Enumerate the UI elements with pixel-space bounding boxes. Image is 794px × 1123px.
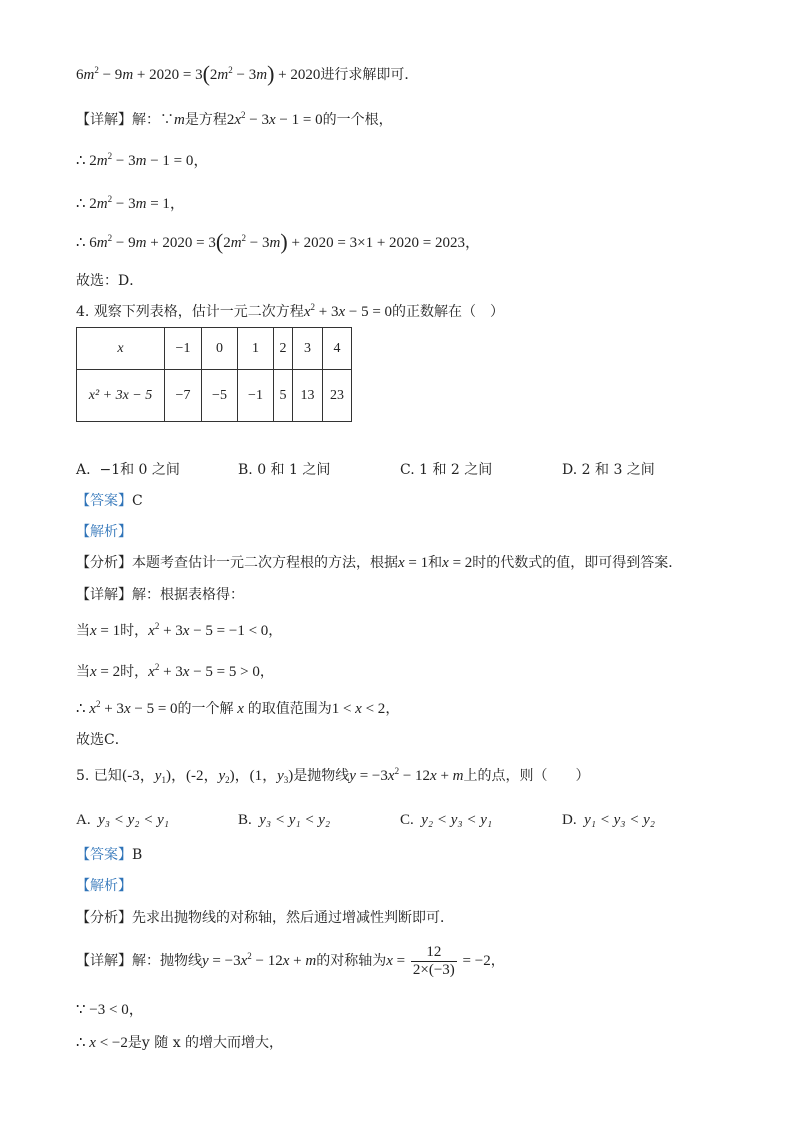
table-cell: 3 <box>293 328 323 370</box>
table-cell: 4 <box>323 328 352 370</box>
table-row <box>77 328 352 370</box>
choose-line-3: 故选：D． <box>76 273 144 289</box>
table-cell: −1 <box>238 370 274 422</box>
answer-4 <box>76 491 143 511</box>
choose-4: 故选C． <box>76 732 129 748</box>
answer-value: C <box>132 493 143 509</box>
q4-option-b: B. 0 和 1 之间 <box>238 462 331 478</box>
table-row <box>77 370 352 422</box>
step-line-5: ∴ $6m^2 - 9m + 2020 = 3(2m^2 - 3m) + 2020 = 3\times 1 + 2020 = 2023$， <box>76 229 481 254</box>
detail-tag: 【详解】 <box>76 587 132 603</box>
step-line-4: ∴ $2m^2 - 3m = 1$， <box>76 194 185 212</box>
table-cell: 0 <box>202 328 238 370</box>
q5-text-c: 上的点，则（ ） <box>463 768 590 784</box>
detail-line-root: 【详解】解：∵m是方程$2x^2 - 3x - 1 = 0$的一个根， <box>76 110 393 128</box>
q4-option-d: D. 2 和 3 之间 <box>562 462 655 478</box>
q4-option-c: C. 1 和 2 之间 <box>400 462 493 478</box>
when-x-2: 当x = 2时，$x^2 + 3x - 5 = 5 > 0$， <box>76 662 274 680</box>
detail-text-b: 是方程 <box>184 112 227 128</box>
because-line: ∵ −3 < 0， <box>76 1002 144 1018</box>
table-header-x: x <box>77 328 165 370</box>
table-header-expr: x² + 3x − 5 <box>77 370 165 422</box>
question-4: 4. 观察下列表格，估计一元二次方程$x^2 + 3x - 5 = 0$的正数解在（ ） <box>76 302 505 320</box>
analysis-tag-5: 【解析】 <box>76 878 132 894</box>
q4-text-a: 4. 观察下列表格，估计一元二次方程 <box>76 304 304 320</box>
fenxi-text-b: 和 <box>428 555 443 571</box>
table-cell: −7 <box>165 370 202 422</box>
q4-text-b: 的正数解在（ ） <box>392 304 505 320</box>
answer-value: B <box>132 847 143 863</box>
detail-4 <box>76 585 244 605</box>
answer-tag: 【答案】 <box>76 847 132 863</box>
q5-option-b: B. y₃ < y₁ < y₂ <box>238 812 331 828</box>
q5-option-a: A. y₃ < y₂ < y₁ <box>76 812 169 828</box>
table-cell: 5 <box>274 370 293 422</box>
detail-tag: 【详解】 <box>76 953 132 969</box>
table-cell: −1 <box>165 328 202 370</box>
q5-option-d: D. y₁ < y₃ < y₂ <box>562 812 655 828</box>
detail-text: 解：根据表格得： <box>132 587 244 603</box>
therefore-range: ∴ $x^2 + 3x - 5 = 0$的一个解 x 的取值范围为1 < x < 2， <box>76 699 400 717</box>
analysis-tag-4: 【解析】 <box>76 524 132 540</box>
answer-tag: 【答案】 <box>76 493 132 509</box>
step-line-3: ∴ $2m^2 - 3m - 1 = 0$， <box>76 151 209 169</box>
formula-line-1: $6m^2 - 9m + 2020 = 3(2m^2 - 3m) + 2020$进行求解即可． <box>76 61 419 86</box>
last-line: ∴ x < −2是y 随 x 的增大而增大， <box>76 1035 284 1051</box>
table-cell: −5 <box>202 370 238 422</box>
fenxi-text-c: 时的代数式的值，即可得到答案． <box>472 555 683 571</box>
value-table <box>76 327 352 422</box>
detail-tag: 【详解】 <box>76 112 132 128</box>
fraction: $\frac{12}{2\times(-3)}$ <box>412 943 455 978</box>
q5-option-c: C. y₂ < y₃ < y₁ <box>400 812 493 828</box>
table-cell: 1 <box>238 328 274 370</box>
question-5: 5. 已知(-3，$y_1$)，(-2，$y_2$)，(1，$y_3$)是抛物线$y = -3x^2 - 12x + m$上的点，则（ ） <box>76 766 590 785</box>
detail-text-c: 的一个根， <box>322 112 393 128</box>
fenxi-text-a: 本题考查估计一元二次方程根的方法，根据 <box>132 555 398 571</box>
detail-5: 【详解】解：抛物线$y = -3x^2 - 12x + m$的对称轴为x = $\frac{12}{2\times(-3)}$ = −2， <box>76 943 505 978</box>
q5-text-a: 5. 已知( <box>76 768 128 784</box>
q5-text-b: 是抛物线 <box>293 768 350 784</box>
when-x-1: 当x = 1时，$x^2 + 3x - 5 = -1 < 0$， <box>76 621 283 639</box>
q4-option-a: A. −1和 0 之间 <box>76 462 180 478</box>
detail-text-a: 解：∵ <box>132 112 174 128</box>
fenxi-4: 【分析】本题考查估计一元二次方程根的方法，根据x = 1和x = 2时的代数式的值，即可得到答案． <box>76 555 683 571</box>
fenxi-tag: 【分析】 <box>76 910 132 926</box>
fenxi-5 <box>76 908 454 928</box>
table-cell: 2 <box>274 328 293 370</box>
table-cell: 23 <box>323 370 352 422</box>
fenxi5-text: 先求出抛物线的对称轴，然后通过增减性判断即可． <box>132 910 454 926</box>
answer-5 <box>76 845 142 865</box>
line1-suffix: 进行求解即可． <box>320 67 419 83</box>
fenxi-tag: 【分析】 <box>76 555 132 571</box>
step5-end: ， <box>465 235 481 251</box>
table-cell: 13 <box>293 370 323 422</box>
